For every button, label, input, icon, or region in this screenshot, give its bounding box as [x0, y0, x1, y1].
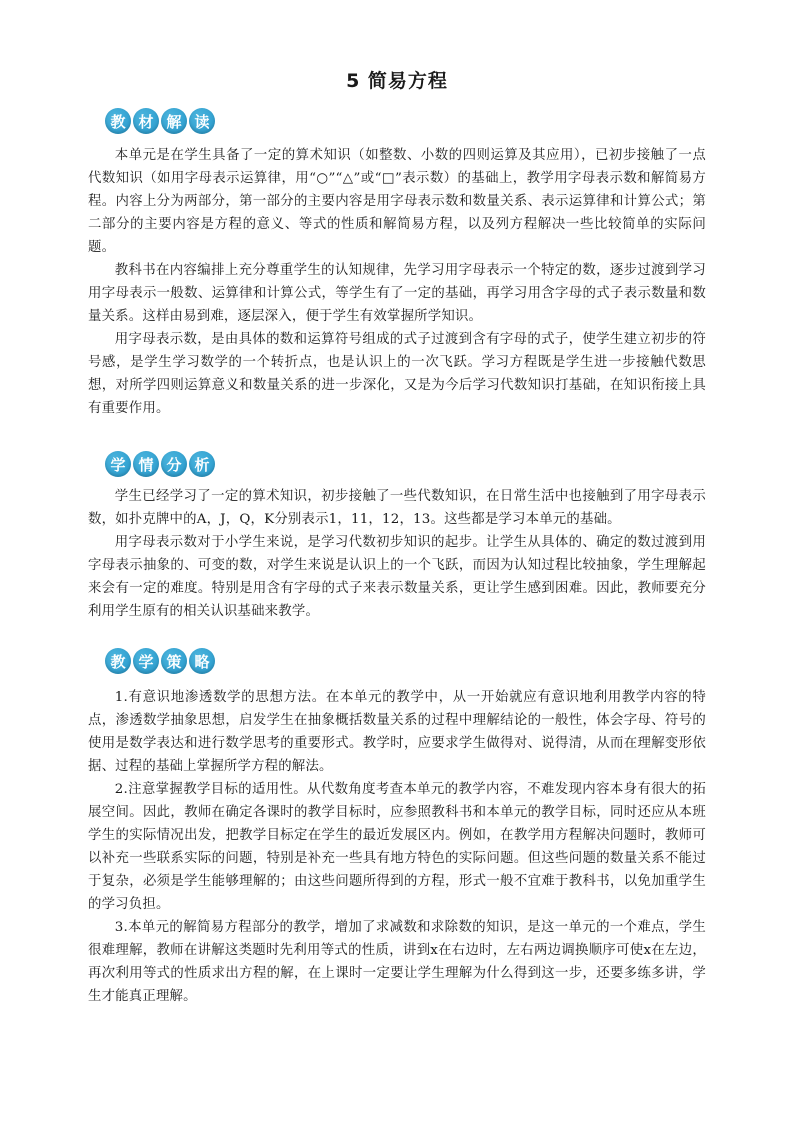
- heading-char: 材: [133, 108, 159, 134]
- section-heading-badge: [105, 646, 706, 676]
- section-textbook-interpretation: [88, 106, 706, 420]
- heading-char: 教: [105, 108, 131, 134]
- heading-char: 策: [161, 648, 187, 674]
- heading-char: 解: [161, 108, 187, 134]
- heading-char: 情: [133, 451, 159, 477]
- heading-char: 分: [161, 451, 187, 477]
- paragraph: 教科书在内容编排上充分尊重学生的认知规律，先学习用字母表示一个特定的数，逐步过渡到学习用字母表示一般数、运算律和计算公式，等学生有了一定的基础，再学习用含字母的式子表示数量和数量关系。这样由易到难，逐层深入，便于学生有效掌握所学知识。: [88, 263, 706, 324]
- heading-char: 教: [105, 648, 131, 674]
- paragraph: 学生已经学习了一定的算术知识，初步接触了一些代数知识，在日常生活中也接触到了用字母表示数，如扑克牌中的A，J，Q，K分别表示1，11，12，13。这些都是学习本单元的基础。: [88, 489, 706, 527]
- paragraph: 本单元是在学生具备了一定的算术知识（如整数、小数的四则运算及其应用），已初步接触了一点代数知识（如用字母表示运算律，用“○”“△”或“□”表示数）的基础上，教学用字母表示数和解简易方程。内容上分为两部分，第一部分的主要内容是用字母表示数和数量关系、表示运算律和计算公式；第二部分的主要内容是方程的意义、等式的性质和解简易方程，以及列方程解决一些比较简单的实际问题。: [88, 148, 706, 255]
- paragraph: 1.有意识地渗透数学的思想方法。在本单元的教学中，从一开始就应有意识地利用教学内容的特点，渗透数学抽象思想，启发学生在抽象概括数量关系的过程中理解结论的一般性，体会字母、符号的使用是数学表达和进行数学思考的重要形式。教学时，应要求学生做得对、说得清，从而在理解变形依据、过程的基础上掌握所学方程的解法。: [88, 690, 706, 774]
- paragraph: 用字母表示数，是由具体的数和运算符号组成的式子过渡到含有字母的式子，使学生建立初步的符号感，是学生学习数学的一个转折点，也是认识上的一次飞跃。学习方程既是学生进一步接触代数思想，对所学四则运算意义和数量关系的进一步深化，又是为今后学习代数知识打基础，在知识衔接上具有重要作用。: [88, 332, 706, 416]
- section-teaching-strategy: [88, 646, 706, 1008]
- paragraph: 3.本单元的解简易方程部分的教学，增加了求减数和求除数的知识，是这一单元的一个难点，学生很难理解，教师在讲解这类题时先利用等式的性质，讲到x在右边时，左右两边调换顺序可使x在左边，再次利用等式的性质求出方程的解，在上课时一定要让学生理解为什么得到这一步，还要多练多讲，学生才能真正理解。: [88, 920, 706, 1004]
- section-heading-badge: [105, 449, 706, 479]
- paragraph: 2.注意掌握教学目标的适用性。从代数角度考查本单元的教学内容，不难发现内容本身有很大的拓展空间。因此，教师在确定各课时的教学目标时，应参照教科书和本单元的教学目标，同时还应从本班学生的实际情况出发，把教学目标定在学生的最近发展区内。例如，在教学用方程解决问题时，教师可以补充一些联系实际的问题，特别是补充一些具有地方特色的实际问题。但这些问题的数量关系不能过于复杂，必须是学生能够理解的；由这些问题所得到的方程，形式一般不宜难于教科书，以免加重学生的学习负担。: [88, 782, 706, 912]
- heading-char: 学: [133, 648, 159, 674]
- page-title: 5 简易方程: [346, 70, 448, 92]
- heading-char: 略: [189, 648, 215, 674]
- heading-char: 学: [105, 451, 131, 477]
- heading-char: 析: [189, 451, 215, 477]
- heading-char: 读: [189, 108, 215, 134]
- paragraph: 用字母表示数对于小学生来说，是学习代数初步知识的起步。让学生从具体的、确定的数过渡到用字母表示抽象的、可变的数，对学生来说是认识上的一个飞跃，而因为认知过程比较抽象，学生理解起来会有一定的难度。特别是用含有字母的式子来表示数量关系，更让学生感到困难。因此，教师要充分利用学生原有的相关认识基础来教学。: [88, 535, 706, 619]
- section-student-analysis: [88, 449, 706, 623]
- section-heading-badge: [105, 106, 706, 136]
